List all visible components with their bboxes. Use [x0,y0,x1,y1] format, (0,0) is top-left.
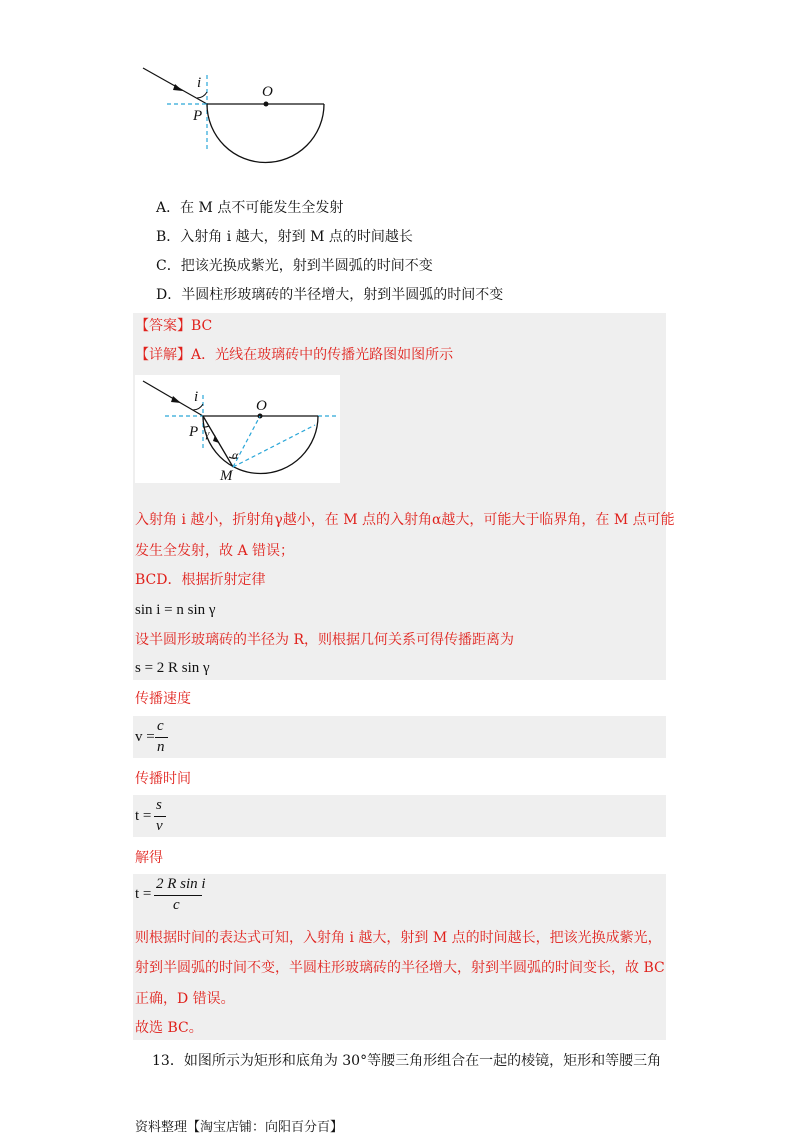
para1-line2: 发生全发射，故 A 错误； [135,543,295,559]
eq5-lhs: t = [135,886,152,902]
answer-panel-eq4 [133,795,666,837]
conclusion-line1: 则根据时间的表达式可知，入射角 i 越大，射到 M 点的时间越长，把该光换成紫光， [135,930,662,946]
speed-label: 传播速度 [135,691,191,707]
eq3-denominator: n [157,739,165,755]
option-d: D．半圆柱形玻璃砖的半径增大，射到半圆弧的时间不变 [156,287,504,303]
option-c: C．把该光换成紫光，射到半圆弧的时间不变 [156,258,433,274]
detail-heading: 【详解】A．光线在玻璃砖中的传播光路图如图所示 [135,347,454,363]
conclusion-line2: 射到半圆弧的时间不变，半圆柱形玻璃砖的半径增大，射到半圆弧的时间变长，故 BC [135,960,665,976]
option-a: A．在 M 点不可能发生全发射 [156,200,344,216]
eq3-fraction-bar [155,737,168,738]
footer-text: 资料整理【淘宝店铺：向阳百分百】 [135,1120,344,1135]
diagram2-label-P: P [189,424,199,440]
diagram1-label-O: O [262,84,273,100]
eq5-fraction-bar [154,895,202,896]
answer-line: 【答案】BC [135,318,213,334]
eq3-lhs: v = [135,729,155,745]
eq4-numerator: s [156,797,162,813]
diagram-semicircle-2 [135,375,340,483]
diagram2-label-O: O [256,398,267,414]
diagram1-label-i: i [197,75,202,91]
eq5-numerator: 2 R sin i [156,876,206,892]
solve-label: 解得 [135,850,163,866]
diagram1-label-P: P [193,108,203,124]
equation-distance: s = 2 R sin γ [135,660,210,676]
eq4-denominator: v [156,818,163,834]
diagram-semicircle-1 [135,60,335,170]
equation-snell: sin i = n sin γ [135,602,216,618]
para1-line1: 入射角 i 越小，折射角γ越小，在 M 点的入射角α越大，可能大于临界角，在 M 点可能 [135,512,675,528]
answer-panel-1 [133,313,666,680]
eq3-numerator: c [157,718,164,734]
eq4-fraction-bar [154,816,166,817]
diagram2-label-alpha: α [232,448,239,462]
question-13: 13．如图所示为矩形和底角为 30°等腰三角形组合在一起的棱镜，矩形和等腰三角 [152,1053,662,1069]
eq5-denominator: c [173,897,180,913]
bcd-intro: BCD．根据折射定律 [135,572,266,588]
radius-text: 设半圆形玻璃砖的半径为 R，则根据几何关系可得传播距离为 [135,632,514,648]
time-label: 传播时间 [135,771,191,787]
final-choice: 故选 BC。 [135,1020,203,1036]
conclusion-line3: 正确，D 错误。 [135,991,235,1007]
eq4-lhs: t = [135,808,152,824]
answer-panel-eq3 [133,716,666,758]
diagram2-label-gamma: γ [205,428,210,440]
diagram2-label-i: i [194,389,199,405]
answer-panel-2 [133,874,666,1040]
diagram2-label-M: M [220,468,233,484]
option-b: B．入射角 i 越大，射到 M 点的时间越长 [156,229,413,245]
